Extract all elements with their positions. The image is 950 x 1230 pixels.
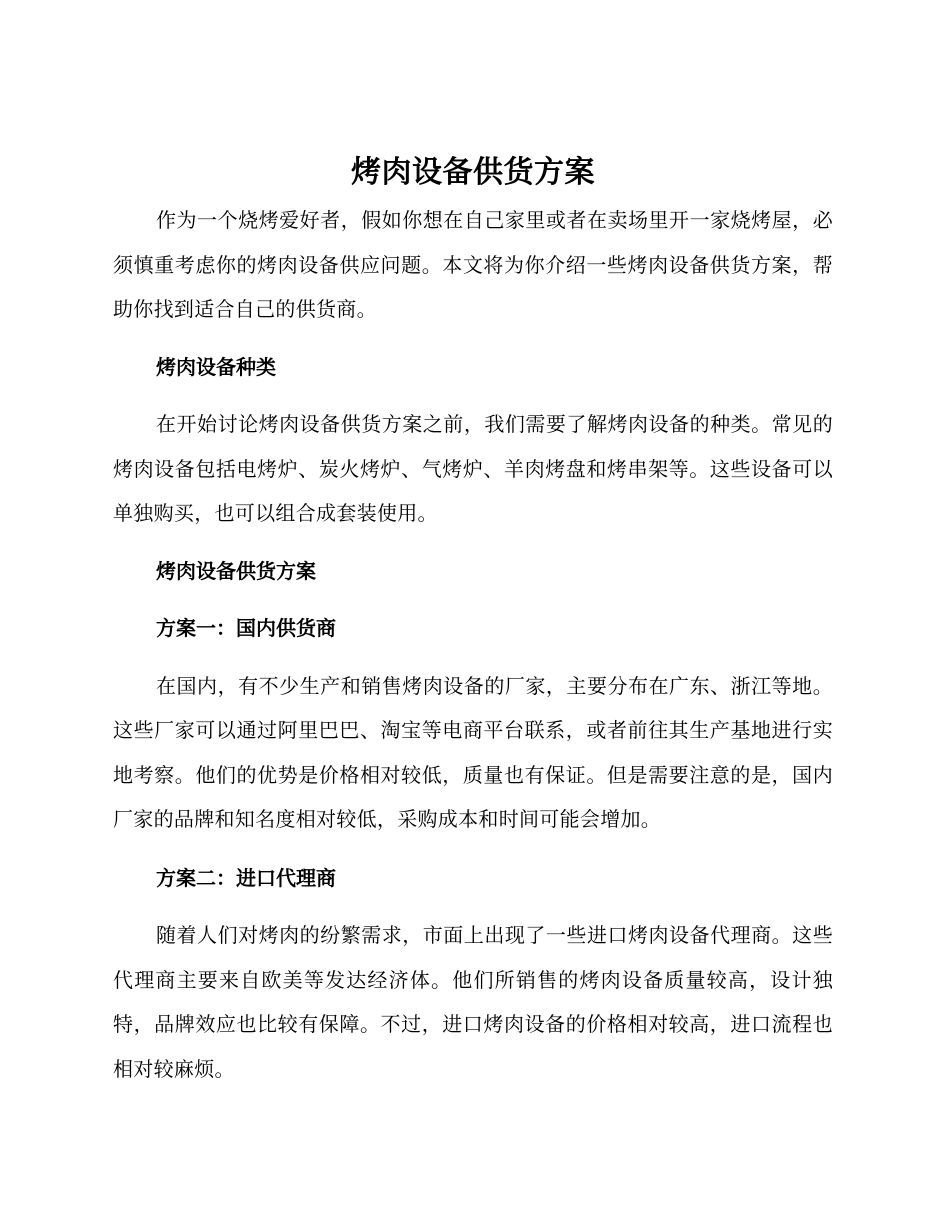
option1-heading: 方案一：国内供货商 [156, 616, 336, 640]
option1-paragraph: 在国内，有不少生产和销售烤肉设备的厂家，主要分布在广东、浙江等地。这些厂家可以通过阿里巴巴、淘宝等电商平台联系，或者前往其生产基地进行实地考察。他们的优势是价格相对较低，质量也有保证。但是需要注意的是，国内厂家的品牌和知名度相对较低，采购成本和时间可能会增加。 [113, 673, 833, 831]
document-title: 烤肉设备供货方案 [351, 155, 595, 190]
spacer [113, 536, 833, 549]
spacer [113, 651, 833, 664]
spacer [113, 332, 833, 345]
intro-paragraph: 作为一个烧烤爱好者，假如你想在自己家里或者在卖场里开一家烧烤屋，必须慎重考虑你的烤肉设备供应问题。本文将为你介绍一些烤肉设备供货方案，帮助你找到适合自己的供货商。 [113, 208, 833, 321]
spacer [113, 900, 833, 913]
spacer [113, 593, 833, 606]
equipment-types-paragraph: 在开始讨论烤肉设备供货方案之前，我们需要了解烤肉设备的种类。常见的烤肉设备包括电烤炉、炭火烤炉、气烤炉、羊肉烤盘和烤串架等。这些设备可以单独购买，也可以组合成套装使用。 [113, 412, 833, 525]
section-heading-equipment-types: 烤肉设备种类 [156, 354, 276, 379]
spacer [113, 389, 833, 402]
option2-heading: 方案二：进口代理商 [156, 865, 336, 890]
document-page [113, 148, 833, 1091]
spacer [113, 842, 833, 856]
option2-paragraph: 随着人们对烤肉的纷繁需求，市面上出现了一些进口烤肉设备代理商。这些代理商主要来自欧美等发达经济体。他们所销售的烤肉设备质量较高，设计独特，品牌效应也比较有保障。不过，进口烤肉设备的价格相对较高，进口流程也相对较麻烦。 [113, 923, 833, 1081]
section-heading-supply-plans: 烤肉设备供货方案 [156, 558, 316, 583]
